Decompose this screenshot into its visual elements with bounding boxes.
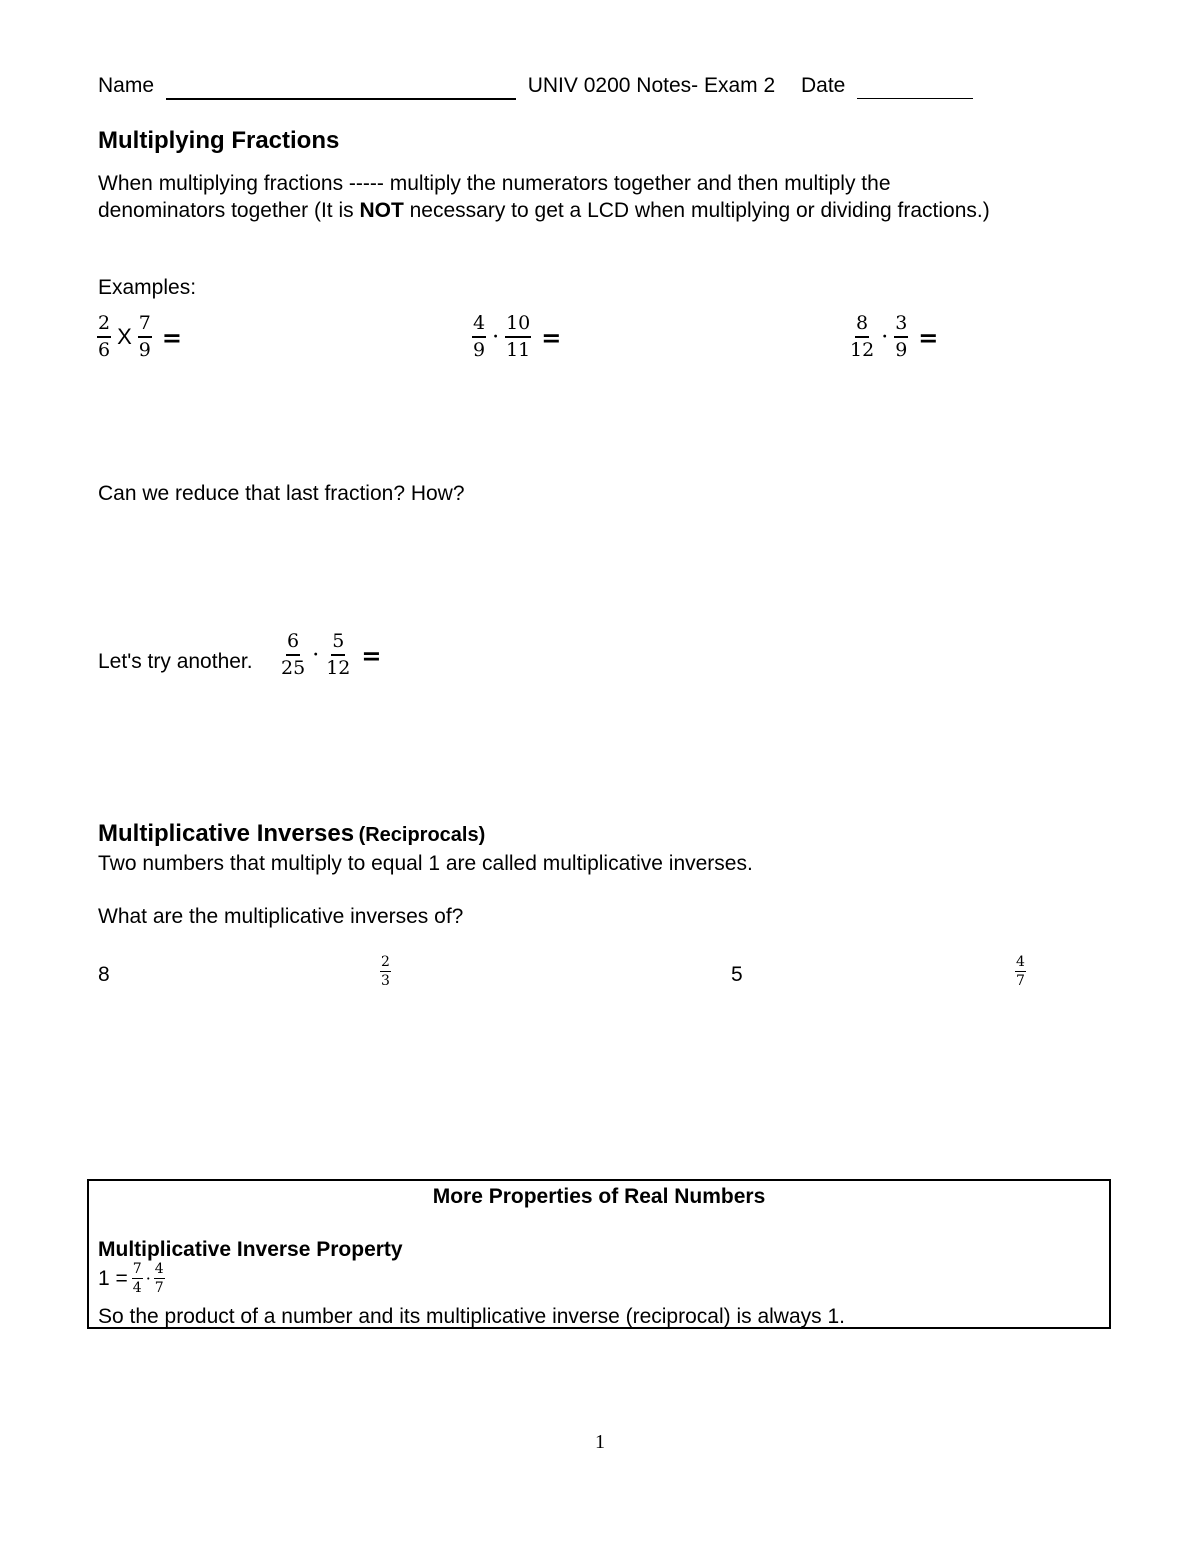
denominator: 11 — [506, 339, 531, 361]
numerator: 8 — [855, 314, 869, 338]
operator: · — [145, 1269, 151, 1288]
operator: X — [117, 324, 132, 349]
operator: · — [312, 642, 320, 668]
date-label: Date — [801, 74, 846, 97]
fraction — [505, 314, 531, 360]
inverse-item-four-sevenths — [1015, 955, 1026, 988]
denominator: 7 — [154, 1280, 164, 1296]
numerator: 7 — [132, 1261, 142, 1277]
name-label: Name — [98, 74, 155, 97]
equals-sign: = — [361, 640, 382, 670]
fraction — [472, 314, 486, 360]
intro-emphasis-not: NOT — [359, 199, 404, 222]
example-1 — [97, 314, 182, 360]
denominator: 9 — [473, 339, 486, 361]
denominator: 3 — [381, 973, 390, 989]
try-another-label: Let's try another. — [98, 650, 253, 673]
intro-text-pre: denominators together (It is — [98, 199, 360, 222]
fraction — [849, 314, 875, 360]
numerator: 2 — [97, 314, 111, 338]
page-number: 1 — [595, 1431, 605, 1453]
examples-label: Examples: — [98, 276, 197, 299]
numerator: 10 — [505, 314, 531, 338]
equals-sign: = — [161, 322, 182, 352]
denominator: 25 — [281, 657, 306, 679]
fraction — [280, 632, 306, 678]
numerator: 7 — [138, 314, 152, 338]
equals-sign: = — [541, 322, 562, 352]
operator: · — [881, 324, 889, 350]
properties-box-title: More Properties of Real Numbers — [432, 1185, 766, 1208]
numerator: 4 — [472, 314, 486, 338]
equation-rhs — [132, 1262, 165, 1295]
numerator: 4 — [154, 1261, 164, 1277]
date-blank[interactable] — [857, 74, 973, 99]
intro-text-post: necessary to get a LCD when multiplying or dividing fractions.) — [403, 199, 990, 222]
inverse-item-8: 8 — [98, 963, 110, 986]
name-blank[interactable] — [166, 74, 516, 100]
fraction — [894, 314, 908, 360]
reduce-question: Can we reduce that last fraction? How? — [98, 482, 465, 505]
intro-line-1: When multiplying fractions ----- multiply the numerators together and then multiply the — [98, 172, 891, 195]
example-2 — [472, 314, 561, 360]
property-name: Multiplicative Inverse Property — [98, 1238, 403, 1261]
equals-sign: = — [918, 322, 939, 352]
property-statement: So the product of a number and its multiplicative inverse (reciprocal) is always 1. — [98, 1305, 845, 1328]
numerator: 3 — [894, 314, 908, 338]
denominator: 4 — [132, 1280, 142, 1296]
section-title-text: Multiplicative Inverses — [98, 820, 355, 847]
denominator: 12 — [850, 339, 875, 361]
denominator: 6 — [98, 339, 111, 361]
course-title: UNIV 0200 Notes- Exam 2 — [527, 74, 776, 97]
fraction — [1015, 955, 1026, 988]
fraction — [97, 314, 111, 360]
try-another-expression — [280, 632, 381, 678]
example-3 — [849, 314, 938, 360]
denominator: 7 — [1016, 973, 1025, 989]
equation-lhs: 1 = — [98, 1266, 128, 1290]
section-title-paren: (Reciprocals) — [358, 824, 486, 846]
fraction — [380, 955, 391, 988]
denominator: 9 — [895, 339, 908, 361]
numerator: 4 — [1016, 954, 1025, 970]
intro-line-2 — [98, 199, 990, 223]
fraction — [132, 1262, 143, 1295]
section-title-multiplying-fractions: Multiplying Fractions — [98, 127, 340, 154]
property-equation — [98, 1262, 165, 1295]
inverse-item-two-thirds — [380, 955, 391, 988]
inverse-definition: Two numbers that multiply to equal 1 are called multiplicative inverses. — [98, 852, 753, 875]
header-line — [98, 74, 973, 100]
inverse-question: What are the multiplicative inverses of? — [98, 905, 464, 928]
numerator: 5 — [331, 632, 345, 656]
denominator: 9 — [138, 339, 151, 361]
fraction — [154, 1262, 165, 1295]
operator: · — [492, 324, 500, 350]
section-title-multiplicative-inverses — [98, 820, 485, 848]
fraction — [138, 314, 152, 360]
denominator: 12 — [326, 657, 351, 679]
numerator: 2 — [381, 954, 390, 970]
inverse-item-5: 5 — [731, 963, 743, 986]
fraction — [325, 632, 351, 678]
numerator: 6 — [286, 632, 300, 656]
